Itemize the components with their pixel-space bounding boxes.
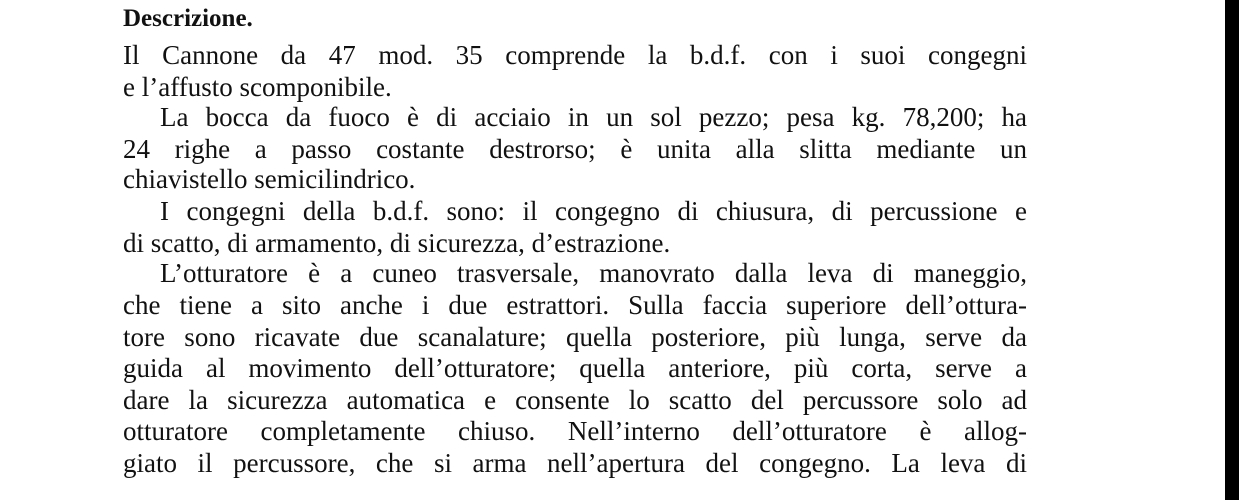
text-line: chiavistello semicilindrico. [123,164,416,194]
text-line: e l’affusto scomponibile. [123,72,392,102]
text-line: tore sono ricavate due scanalature; quella posteriore, più lunga, serve da [123,322,1027,352]
text-line: di scatto, di armamento, di sicurezza, d’estrazione. [123,228,671,258]
text-line: giato il percussore, che si arma nell’apertura del congegno. La leva di [123,448,1027,478]
text-line: guida al movimento dell’otturatore; quella anteriore, più corta, serve a [123,353,1027,383]
text-line: La bocca da fuoco è di acciaio in un sol pezzo; pesa kg. 78,200; ha [160,102,1027,132]
text-line: Il Cannone da 47 mod. 35 comprende la b.d.f. con i suoi congegni [123,40,1027,70]
section-heading: Descrizione. [123,5,253,32]
text-line: dare la sicurezza automatica e consente lo scatto del percussore solo ad [123,385,1027,415]
text-line: otturatore completamente chiuso. Nell’interno dell’otturatore è allog- [123,416,1027,446]
scan-edge-border [1225,0,1239,500]
text-line: 24 righe a passo costante destrorso; è unita alla slitta mediante un [123,134,1027,164]
text-line: L’otturatore è a cuneo trasversale, manovrato dalla leva di maneggio, [160,258,1027,288]
text-line: I congegni della b.d.f. sono: il congegno di chiusura, di percussione e [160,196,1027,226]
text-line: che tiene a sito anche i due estrattori. Sulla faccia superiore dell’ottura- [123,290,1027,320]
